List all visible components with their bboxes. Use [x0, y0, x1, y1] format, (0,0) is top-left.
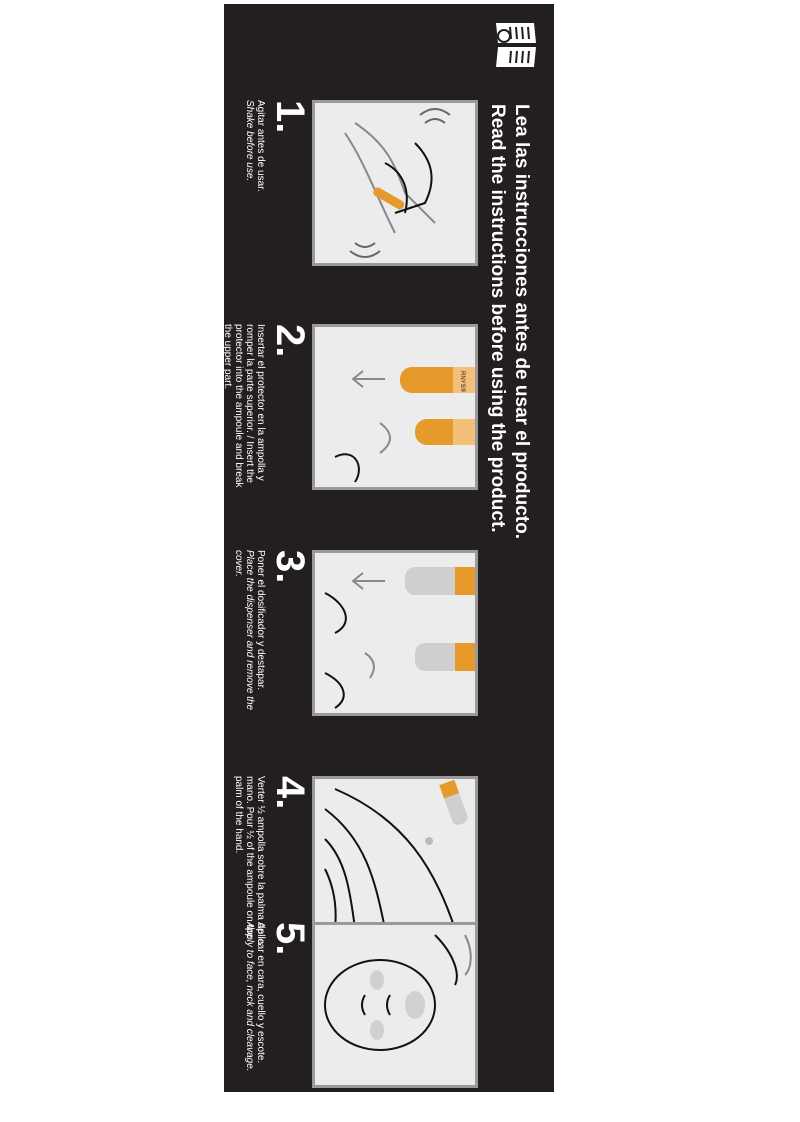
- instructions-panel: [224, 4, 554, 1092]
- step-text-es: Aplicar en cara, cuello y escote.: [255, 922, 266, 1064]
- step-number: 1.: [268, 100, 312, 134]
- step-text-en: Shake before use.: [244, 100, 255, 182]
- step-text-en: Apply to face, neck and cleavage.: [244, 922, 255, 1072]
- step-text: [233, 776, 266, 946]
- apply-face-icon: [312, 922, 478, 1088]
- step-text-es: Verter ½ ampolla sobre la palma de la mano. Pour ½ of the ampoule on the palm of the hand.: [233, 776, 266, 945]
- step-text-en: Place the dispenser and remove the cover.: [233, 550, 255, 711]
- step-text: [244, 922, 266, 1092]
- step-text: [222, 324, 266, 494]
- step-number: 3.: [268, 550, 312, 584]
- step-1: [238, 100, 478, 300]
- instructions-strip: [224, 4, 554, 1092]
- step-5: [238, 922, 478, 1122]
- title-english: Read the instructions before using the product.: [487, 104, 508, 533]
- step-text-es: Poner el dosificador y destapar.: [255, 550, 266, 691]
- book-icon: [494, 20, 540, 70]
- shake-ampoule-icon: [312, 100, 478, 266]
- step-2: [222, 324, 478, 524]
- step-number: 5.: [268, 922, 312, 956]
- step-text: [244, 100, 266, 270]
- step-text-es: Agitar antes de usar.: [255, 100, 266, 192]
- break-ampoule-icon: [312, 324, 478, 490]
- place-dispenser-icon: [312, 550, 478, 716]
- header: [474, 14, 544, 1074]
- step-text-es: Insertar el protector en la ampolla y romper la parte superior. / Insert the protector into the ampoule and break the upper part.: [222, 324, 266, 488]
- ampoule-label: RNYS®: [459, 371, 465, 393]
- step-number: 2.: [268, 324, 312, 358]
- step-text: [233, 550, 266, 720]
- title-spanish: Lea las instrucciones antes de usar el producto.: [511, 104, 532, 540]
- step-number: 4.: [268, 776, 312, 810]
- step-3: [233, 550, 478, 750]
- pour-on-palm-icon: [312, 776, 478, 942]
